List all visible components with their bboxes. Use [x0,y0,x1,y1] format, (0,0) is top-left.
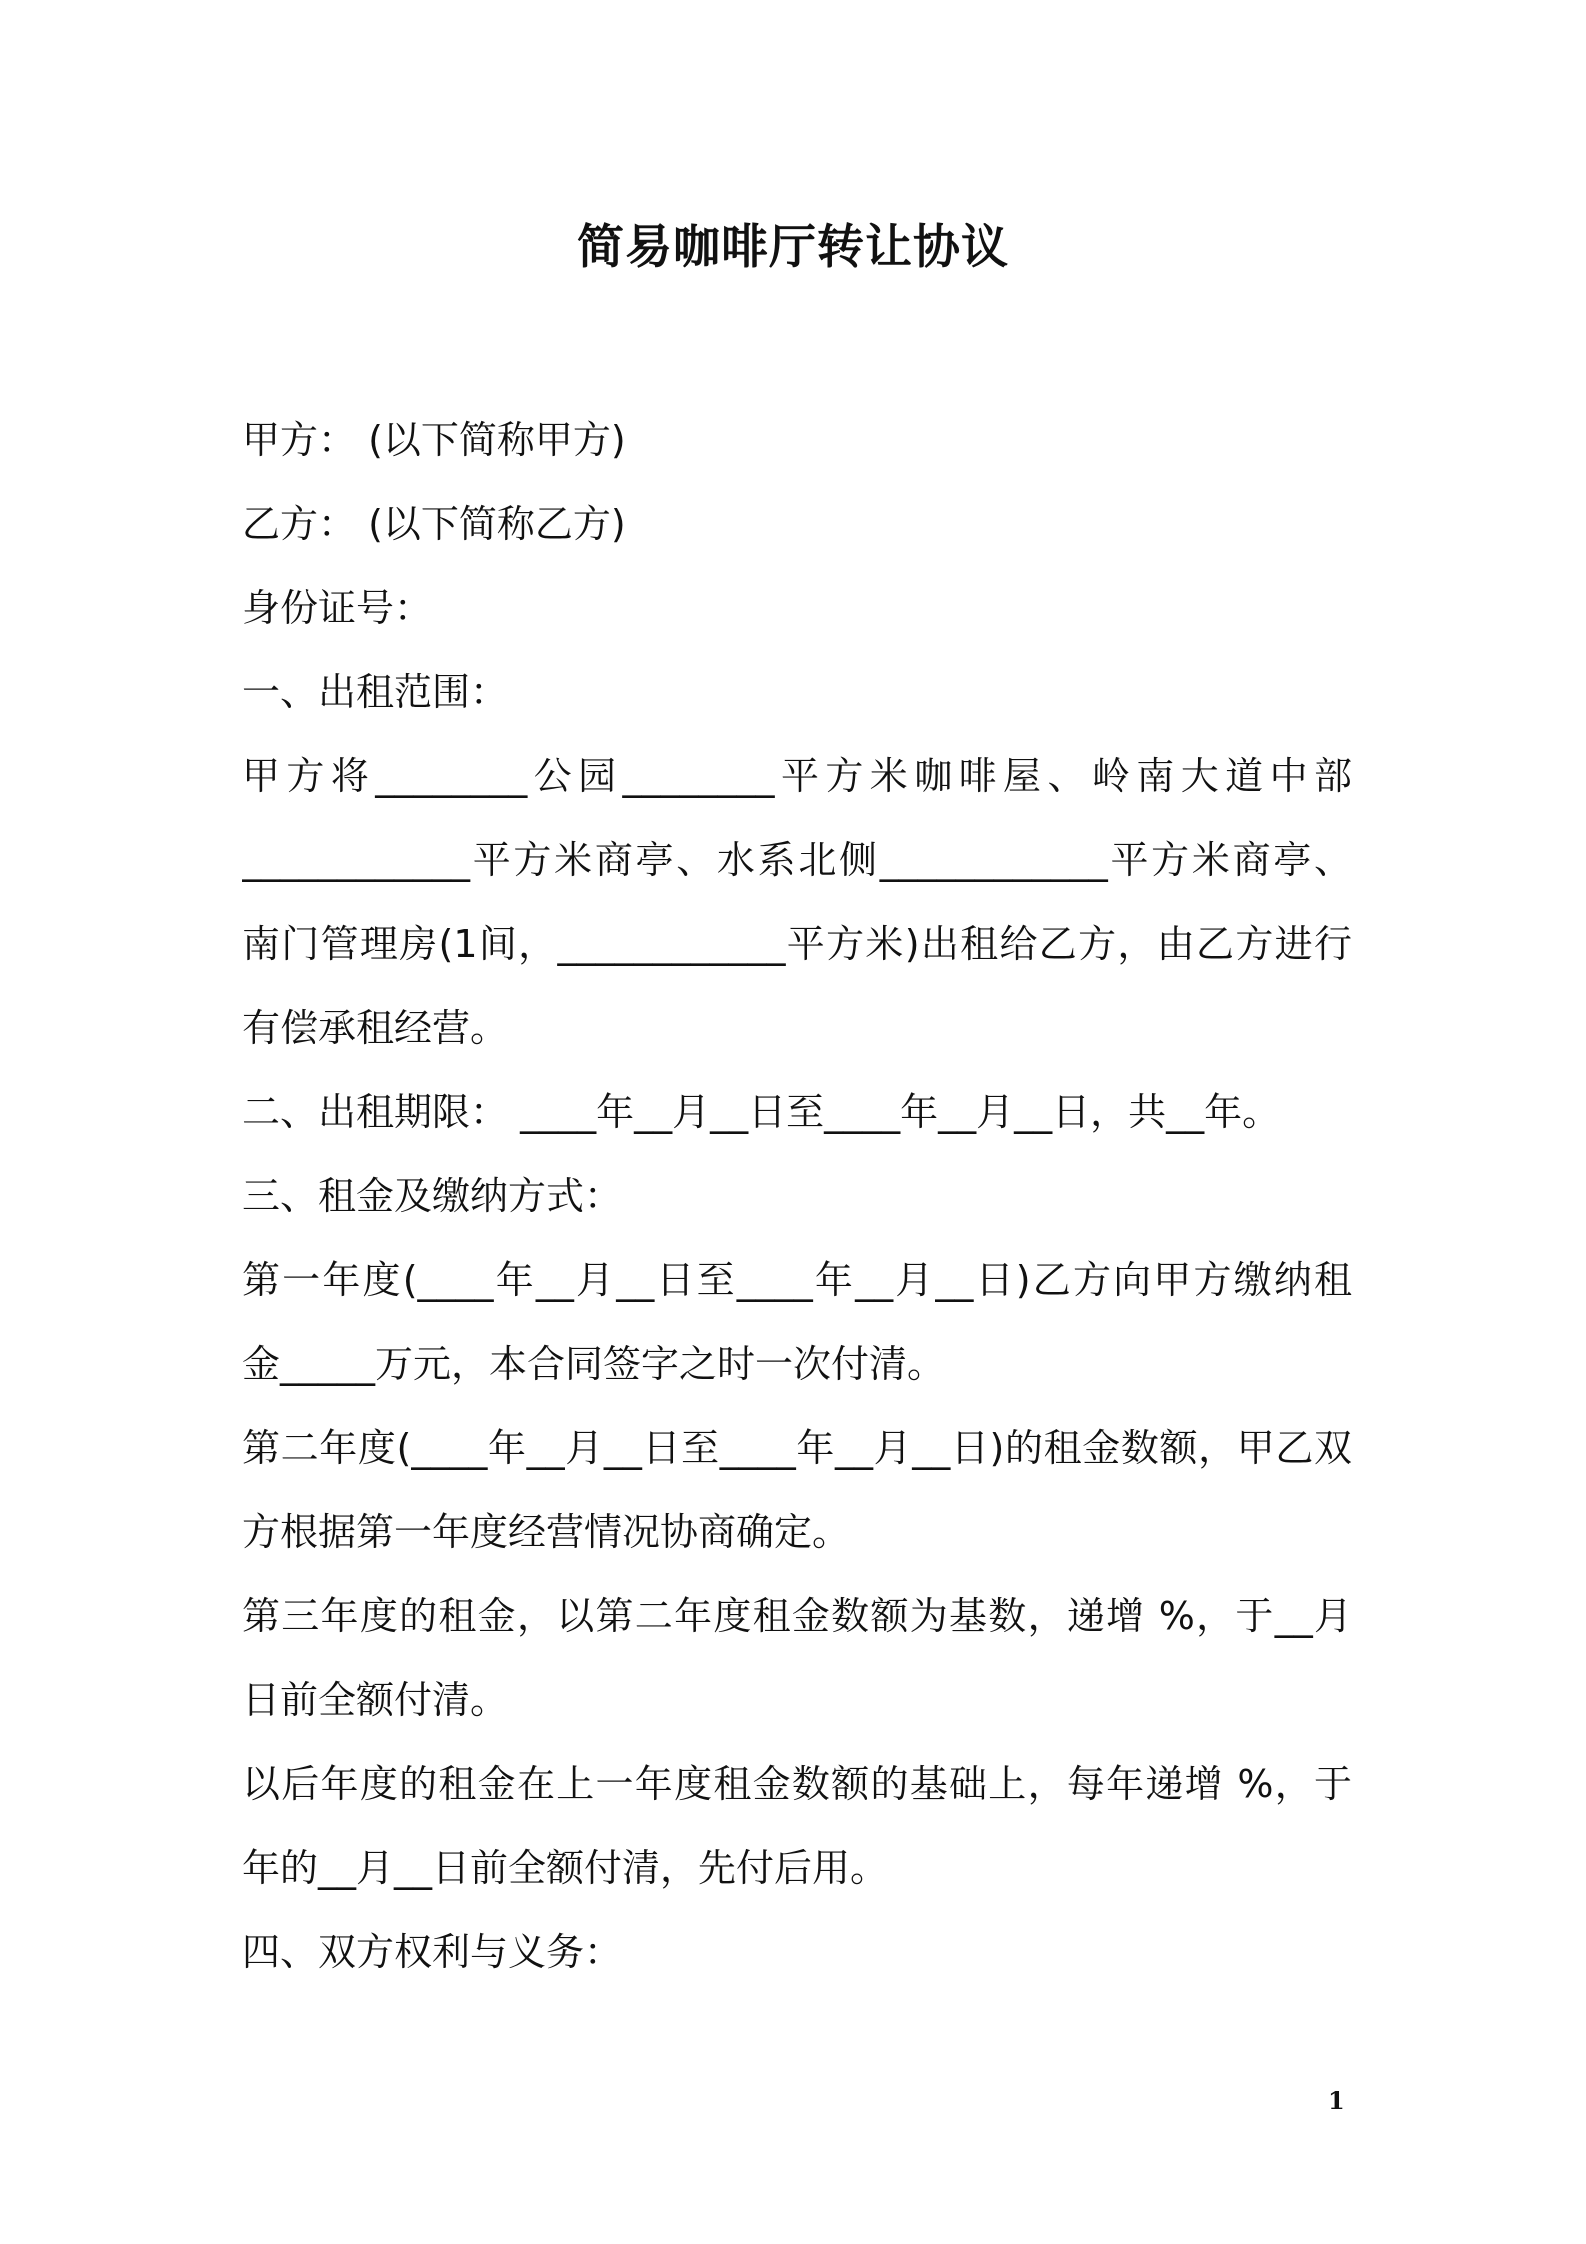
third-year-rent-line-1: 第三年度的租金，以第二年度租金数额为基数，递增 %，于__月 [242,1594,1352,1638]
section-three-heading: 三、租金及缴纳方式： [242,1174,623,1218]
rental-scope-line-4: 有偿承租经营。 [242,1006,509,1050]
rental-scope-line-1: 甲方将________公园________平方米咖啡屋、岭南大道中部 [242,754,1352,798]
section-four-heading: 四、双方权利与义务： [242,1930,623,1974]
id-number-line: 身份证号： [242,586,433,630]
party-b-line: 乙方： (以下简称乙方) [242,502,626,546]
first-year-rent-line-2: 金_____万元，本合同签字之时一次付清。 [242,1342,946,1386]
second-year-rent-line-2: 方根据第一年度经营情况协商确定。 [242,1510,851,1554]
rental-scope-line-2: ____________平方米商亭、水系北侧____________平方米商亭、 [242,838,1352,882]
third-year-rent-line-2: 日前全额付清。 [242,1678,509,1722]
section-two-rental-period: 二、出租期限： ____年__月__日至____年__月__日，共__年。 [242,1090,1281,1134]
party-a-line: 甲方： (以下简称甲方) [242,418,626,462]
later-years-rent-line-2: 年的__月__日前全额付清，先付后用。 [242,1846,889,1890]
page-number: 1 [1328,2086,1345,2115]
first-year-rent-line-1: 第一年度(____年__月__日至____年__月__日)乙方向甲方缴纳租 [242,1258,1352,1302]
second-year-rent-line-1: 第二年度(____年__月__日至____年__月__日)的租金数额，甲乙双 [242,1426,1352,1470]
document-title: 简易咖啡厅转让协议 [577,220,1009,275]
section-one-heading: 一、出租范围： [242,670,509,714]
rental-scope-line-3: 南门管理房(1间，____________平方米)出租给乙方，由乙方进行 [242,922,1352,966]
document-body [242,398,1352,1994]
later-years-rent-line-1: 以后年度的租金在上一年度租金数额的基础上，每年递增 %，于 [242,1762,1352,1806]
